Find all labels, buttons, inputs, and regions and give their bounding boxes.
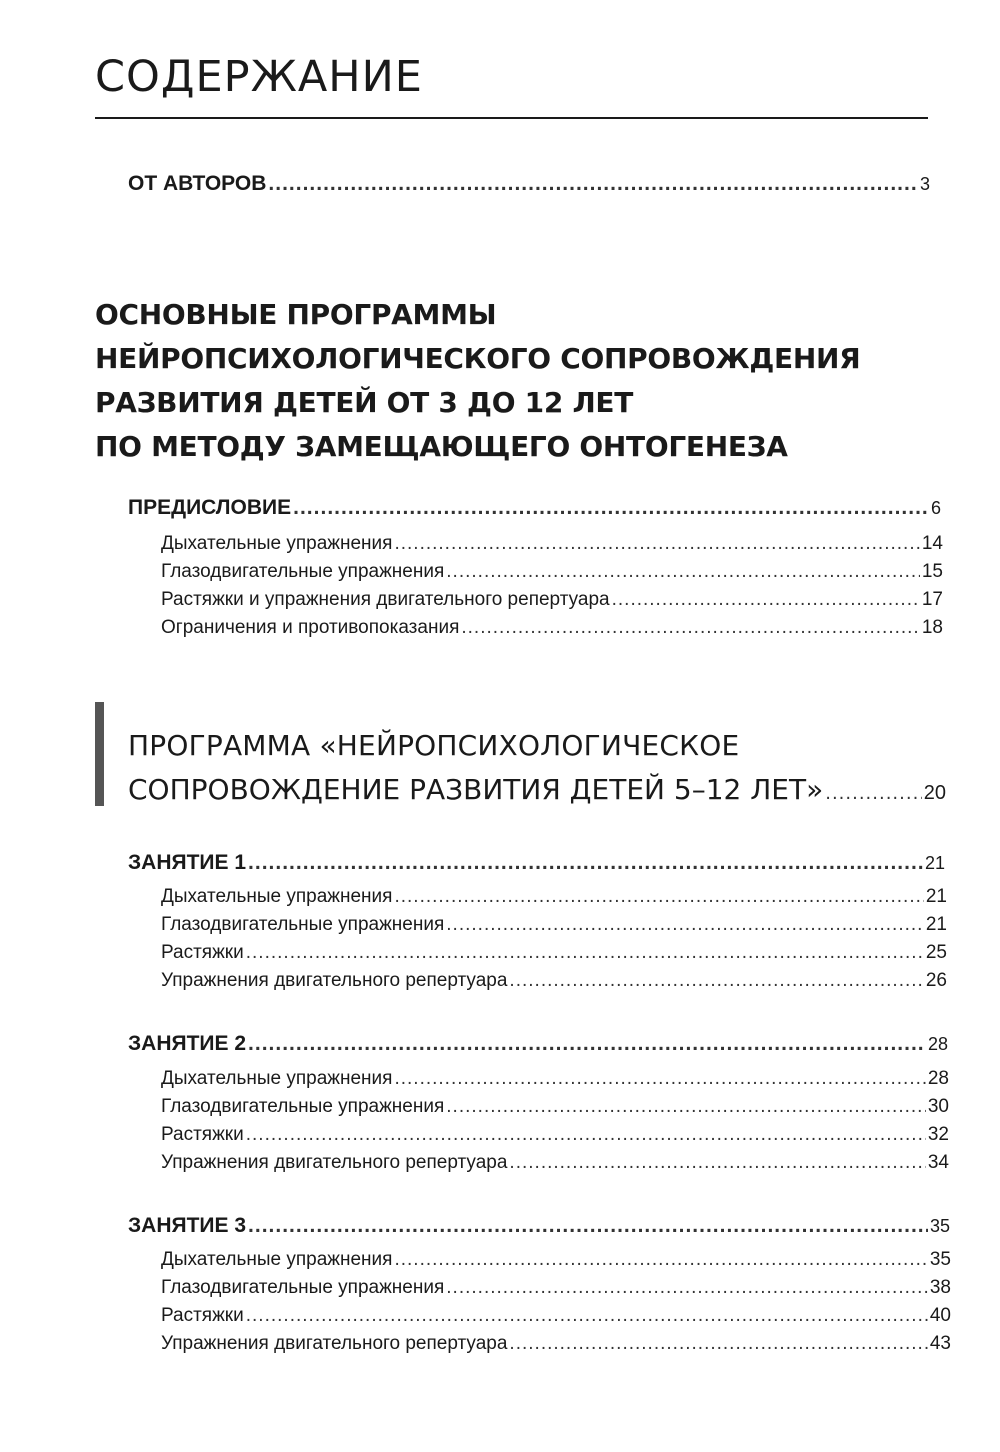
toc-subentry-label: Растяжки: [161, 1124, 244, 1145]
title-divider: [95, 117, 928, 119]
dot-leader: [446, 561, 920, 583]
toc-page-number: 30: [927, 1096, 949, 1117]
toc-entry-from-authors[interactable]: [128, 172, 930, 196]
toc-entry-label: ЗАНЯТИЕ 2: [128, 1032, 247, 1055]
toc-subentry[interactable]: [161, 533, 943, 555]
dot-leader: [293, 496, 929, 520]
toc-page-number: 18: [921, 617, 943, 638]
toc-subentry[interactable]: [161, 1152, 949, 1174]
dot-leader: [446, 1277, 928, 1299]
toc-page-number: 35: [929, 1249, 951, 1270]
dot-leader: [394, 1068, 925, 1090]
toc-page-number: 14: [921, 533, 943, 554]
program-title-line: ПРОГРАММА «НЕЙРОПСИХОЛОГИЧЕСКОЕ: [128, 729, 740, 762]
toc-page-number: 25: [925, 942, 947, 963]
toc-subentry[interactable]: [161, 561, 943, 583]
dot-leader: [446, 914, 924, 936]
program-title-line: СОПРОВОЖДЕНИЕ РАЗВИТИЯ ДЕТЕЙ 5–12 ЛЕТ»: [128, 773, 824, 806]
dot-leader: [509, 1152, 925, 1174]
toc-page-number: 21: [924, 853, 945, 873]
toc-page-number: 20: [923, 782, 946, 804]
toc-subentry-label: Дыхательные упражнения: [161, 1068, 393, 1089]
toc-subentry-label: Растяжки: [161, 942, 244, 963]
toc-page-number: 15: [921, 561, 943, 582]
toc-page-number: 21: [925, 914, 947, 935]
toc-subentry-label: Упражнения двигательного репертуара: [161, 1152, 508, 1173]
toc-page-number: 6: [930, 498, 941, 518]
toc-subentry-label: Растяжки и упражнения двигательного репертуара: [161, 589, 610, 610]
toc-subentry[interactable]: [161, 914, 947, 936]
toc-page-number: 32: [927, 1124, 949, 1145]
toc-entry-label: ОТ АВТОРОВ: [128, 172, 267, 195]
dot-leader: [509, 1333, 927, 1355]
toc-subentry-label: Глазодвигательные упражнения: [161, 914, 445, 935]
toc-entry-label: ПРЕДИСЛОВИЕ: [128, 496, 292, 519]
part-title: [95, 293, 860, 469]
toc-subentry-label: Глазодвигательные упражнения: [161, 1277, 445, 1298]
toc-page-number: 26: [925, 970, 947, 991]
toc-subentry-label: Дыхательные упражнения: [161, 1249, 393, 1270]
toc-subentry[interactable]: [161, 970, 947, 992]
toc-subentry[interactable]: [161, 1277, 951, 1299]
toc-subentry[interactable]: [161, 1068, 949, 1090]
dot-leader: [248, 851, 923, 875]
part-title-line: ОСНОВНЫЕ ПРОГРАММЫ: [95, 298, 497, 331]
toc-page-number: 38: [929, 1277, 951, 1298]
toc-subentry[interactable]: [161, 589, 943, 611]
toc-subentry[interactable]: [161, 1333, 951, 1355]
toc-entry-preface[interactable]: [128, 496, 941, 520]
toc-subentry-label: Дыхательные упражнения: [161, 886, 393, 907]
dot-leader: [248, 1032, 926, 1056]
toc-subentry[interactable]: [161, 1096, 949, 1118]
toc-page-number: 35: [929, 1216, 950, 1236]
dot-leader: [246, 1305, 928, 1327]
part-title-line: ПО МЕТОДУ ЗАМЕЩАЮЩЕГО ОНТОГЕНЕЗА: [95, 430, 788, 463]
toc-page-number: 21: [925, 886, 947, 907]
toc-subentry-label: Дыхательные упражнения: [161, 533, 393, 554]
dot-leader: [268, 172, 918, 196]
toc-subentry-label: Ограничения и противопоказания: [161, 617, 460, 638]
toc-page-number: 43: [929, 1333, 951, 1354]
toc-page-number: 3: [919, 174, 930, 194]
dot-leader: [612, 589, 920, 611]
toc-page-number: 17: [921, 589, 943, 610]
toc-page-number: 40: [929, 1305, 951, 1326]
toc-subentry-label: Упражнения двигательного репертуара: [161, 970, 508, 991]
toc-subentry[interactable]: [161, 1249, 951, 1271]
toc-page-number: 28: [927, 1068, 949, 1089]
toc-entry-lesson-3[interactable]: [128, 1214, 950, 1238]
toc-entry-lesson-2[interactable]: [128, 1032, 948, 1056]
dot-leader: [248, 1214, 928, 1238]
toc-subentry-label: Глазодвигательные упражнения: [161, 1096, 445, 1117]
toc-subentry[interactable]: [161, 886, 947, 908]
page-title: СОДЕРЖАНИЕ: [95, 52, 423, 102]
toc-page-number: 28: [927, 1034, 948, 1054]
dot-leader: [509, 970, 923, 992]
toc-subentry[interactable]: [161, 617, 943, 639]
toc-subentry[interactable]: [161, 942, 947, 964]
toc-subentry[interactable]: [161, 1305, 951, 1327]
dot-leader: [394, 1249, 927, 1271]
toc-subentry[interactable]: [161, 1124, 949, 1146]
dot-leader: [246, 1124, 926, 1146]
toc-page-number: 34: [927, 1152, 949, 1173]
toc-entry-label: ЗАНЯТИЕ 1: [128, 851, 247, 874]
section-marker-bar: [95, 702, 104, 806]
toc-subentry-label: Растяжки: [161, 1305, 244, 1326]
part-title-line: РАЗВИТИЯ ДЕТЕЙ ОТ 3 ДО 12 ЛЕТ: [95, 386, 634, 419]
dot-leader: [394, 533, 919, 555]
toc-entry-label: ЗАНЯТИЕ 3: [128, 1214, 247, 1237]
toc-entry-program[interactable]: [128, 773, 946, 806]
dot-leader: [461, 617, 920, 639]
toc-subentry-label: Глазодвигательные упражнения: [161, 561, 445, 582]
dot-leader: [246, 942, 924, 964]
dot-leader: [446, 1096, 926, 1118]
dot-leader: [825, 783, 922, 804]
toc-entry-lesson-1[interactable]: [128, 851, 945, 875]
toc-subentry-label: Упражнения двигательного репертуара: [161, 1333, 508, 1354]
part-title-line: НЕЙРОПСИХОЛОГИЧЕСКОГО СОПРОВОЖДЕНИЯ: [95, 342, 861, 375]
dot-leader: [394, 886, 923, 908]
